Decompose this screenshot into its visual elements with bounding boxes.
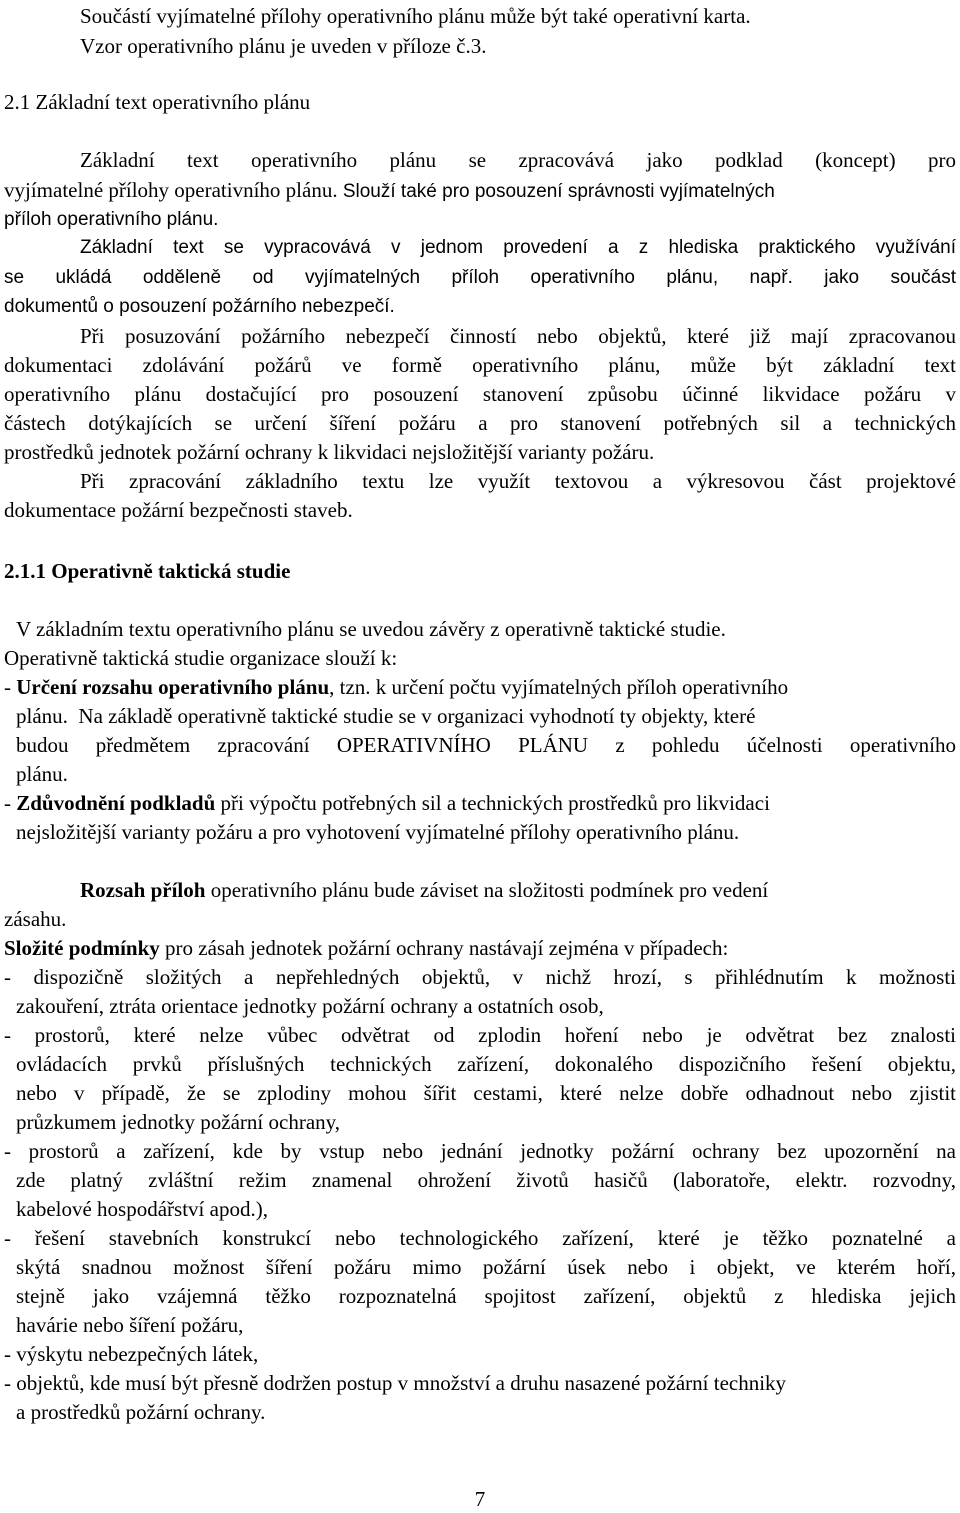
item-2-line-1: - prostorů, které nelze vůbec odvětrat od zplodin hoření nebo je odvětrat bez znalosti — [4, 1023, 956, 1047]
p5-line-1 — [80, 880, 768, 901]
p3-line-2: dokumentaci zdolávání požárů ve formě operativního plánu, může být základní text — [4, 353, 956, 377]
item-1-line-2: zakouření, ztráta orientace jednotky požární ochrany a ostatních osob, — [16, 994, 604, 1018]
p3-line-3: operativního plánu dostačující pro posouzení stanovení způsobu účinné likvidace požáru v — [4, 382, 956, 406]
bullet-1-text: , tzn. k určení počtu vyjímatelných příloh operativního — [329, 675, 789, 699]
bullet-1-line-1 — [4, 677, 788, 698]
p4-line-1: Při zpracování základního textu lze využít textovou a výkresovou část projektové — [80, 469, 956, 493]
item-3-line-2: zde platný zvláštní režim znamenal ohrožení životů hasičů (laboratoře, elektr. rozvodny, — [16, 1168, 956, 1192]
bullet-2-line-2: nejsložitější varianty požáru a pro vyhotovení vyjímatelné přílohy operativního plánu. — [16, 820, 740, 844]
p1-line-2 — [4, 180, 775, 201]
p2-line-3: dokumentů o posouzení požárního nebezpečí. — [4, 296, 395, 317]
item-1-line-1: - dispozičně složitých a nepřehledných objektů, v nichž hrozí, s přihlédnutím k možnosti — [4, 965, 956, 989]
p2-line-2: se ukládá odděleně od vyjímatelných příloh operativního plánu, např. jako součást — [4, 267, 956, 288]
p6-text: pro zásah jednotek požární ochrany nastávají zejména v případech: — [159, 936, 729, 960]
heading-2-1: 2.1 Základní text operativního plánu — [4, 90, 311, 114]
item-4-line-1: - řešení stavebních konstrukcí nebo technologického zařízení, které je těžko poznatelné a — [4, 1226, 956, 1250]
item-2-line-4: průzkumem jednotky požární ochrany, — [16, 1110, 341, 1134]
study-line-1: V základním textu operativního plánu se uvedou závěry z operativně taktické studie. — [16, 617, 726, 641]
p1-line-1: Základní text operativního plánu se zpracovává jako podklad (koncept) pro — [80, 148, 956, 172]
item-4-line-3: stejně jako vzájemná těžko rozpoznatelná spojitost zařízení, objektů z hlediska jejich — [16, 1284, 956, 1308]
heading-2-1-1: 2.1.1 Operativně taktická studie — [4, 559, 291, 583]
item-5-line-1: - výskytu nebezpečných látek, — [4, 1342, 259, 1366]
item-6-line-2: a prostředků požární ochrany. — [16, 1400, 266, 1424]
item-4-line-4: havárie nebo šíření požáru, — [16, 1313, 244, 1337]
p5-text: operativního plánu bude záviset na složitosti podmínek pro vedení — [205, 878, 769, 902]
item-2-line-3: nebo v případě, že se zplodiny mohou šířit cestami, které nelze dobře odhadnout nebo zjistit — [16, 1081, 956, 1105]
p3-line-5: prostředků jednotek požární ochrany k likvidaci nejsložitější varianty požáru. — [4, 440, 655, 464]
bullet-1-line-2-a: plánu. — [16, 704, 68, 728]
intro-line-1: Součástí vyjímatelné přílohy operativního plánu může být také operativní karta. — [80, 4, 751, 28]
p3-line-1: Při posuzování požárního nebezpečí činností nebo objektů, které již mají zpracovanou — [80, 324, 956, 348]
p1-line-3: příloh operativního plánu. — [4, 209, 219, 230]
bullet-2-line-1 — [4, 793, 770, 814]
bullet-1-line-4: plánu. — [16, 762, 68, 786]
p3-line-4: částech dotýkajících se určení šíření požáru a pro stanovení potřebných sil a technických — [4, 411, 956, 435]
p6-line-1 — [4, 938, 728, 959]
item-6-line-1: - objektů, kde musí být přesně dodržen postup v množství a druhu nasazené požární techniky — [4, 1371, 787, 1395]
bullet-2-bold: Zdůvodnění podkladů — [16, 791, 216, 815]
p1-line-2-b: Slouží také pro posouzení správnosti vyjímatelných — [342, 181, 775, 202]
item-3-line-3: kabelové hospodářství apod.), — [16, 1197, 268, 1221]
bullet-2-dash: - — [4, 791, 11, 815]
p1-line-2-a: vyjímatelné přílohy operativního plánu. — [4, 178, 338, 202]
intro-line-2: Vzor operativního plánu je uveden v příloze č.3. — [80, 34, 487, 58]
bullet-1-line-2-b: Na základě operativně taktické studie se v organizaci vyhodnotí ty objekty, které — [78, 704, 756, 728]
item-2-line-2: ovládacích prvků příslušných technických zařízení, dokonalého dispozičního řešení objektu, — [16, 1052, 956, 1076]
page-number: 7 — [474, 1487, 486, 1511]
bullet-2-text: při výpočtu potřebných sil a technických prostředků pro likvidaci — [215, 791, 770, 815]
p6-bold: Složité podmínky — [4, 936, 160, 960]
p2-line-1: Základní text se vypracovává v jednom provedení a z hlediska praktického využívání — [80, 237, 956, 258]
p5-line-2: zásahu. — [4, 907, 67, 931]
bullet-1-bold: Určení rozsahu operativního plánu — [16, 675, 330, 699]
p4-line-2: dokumentace požární bezpečnosti staveb. — [4, 498, 353, 522]
p5-bold: Rozsah příloh — [80, 878, 206, 902]
item-4-line-2: skýtá snadnou možnost šíření požáru mimo požární úsek nebo i objekt, ve kterém hoří, — [16, 1255, 956, 1279]
bullet-1-line-3: budou předmětem zpracování OPERATIVNÍHO PLÁNU z pohledu účelnosti operativního — [16, 733, 956, 757]
bullet-1-dash: - — [4, 675, 11, 699]
bullet-1-line-2 — [16, 706, 956, 727]
item-3-line-1: - prostorů a zařízení, kde by vstup nebo jednání jednotky požární ochrany bez upozornění na — [4, 1139, 956, 1163]
study-line-2: Operativně taktická studie organizace slouží k: — [4, 646, 398, 670]
